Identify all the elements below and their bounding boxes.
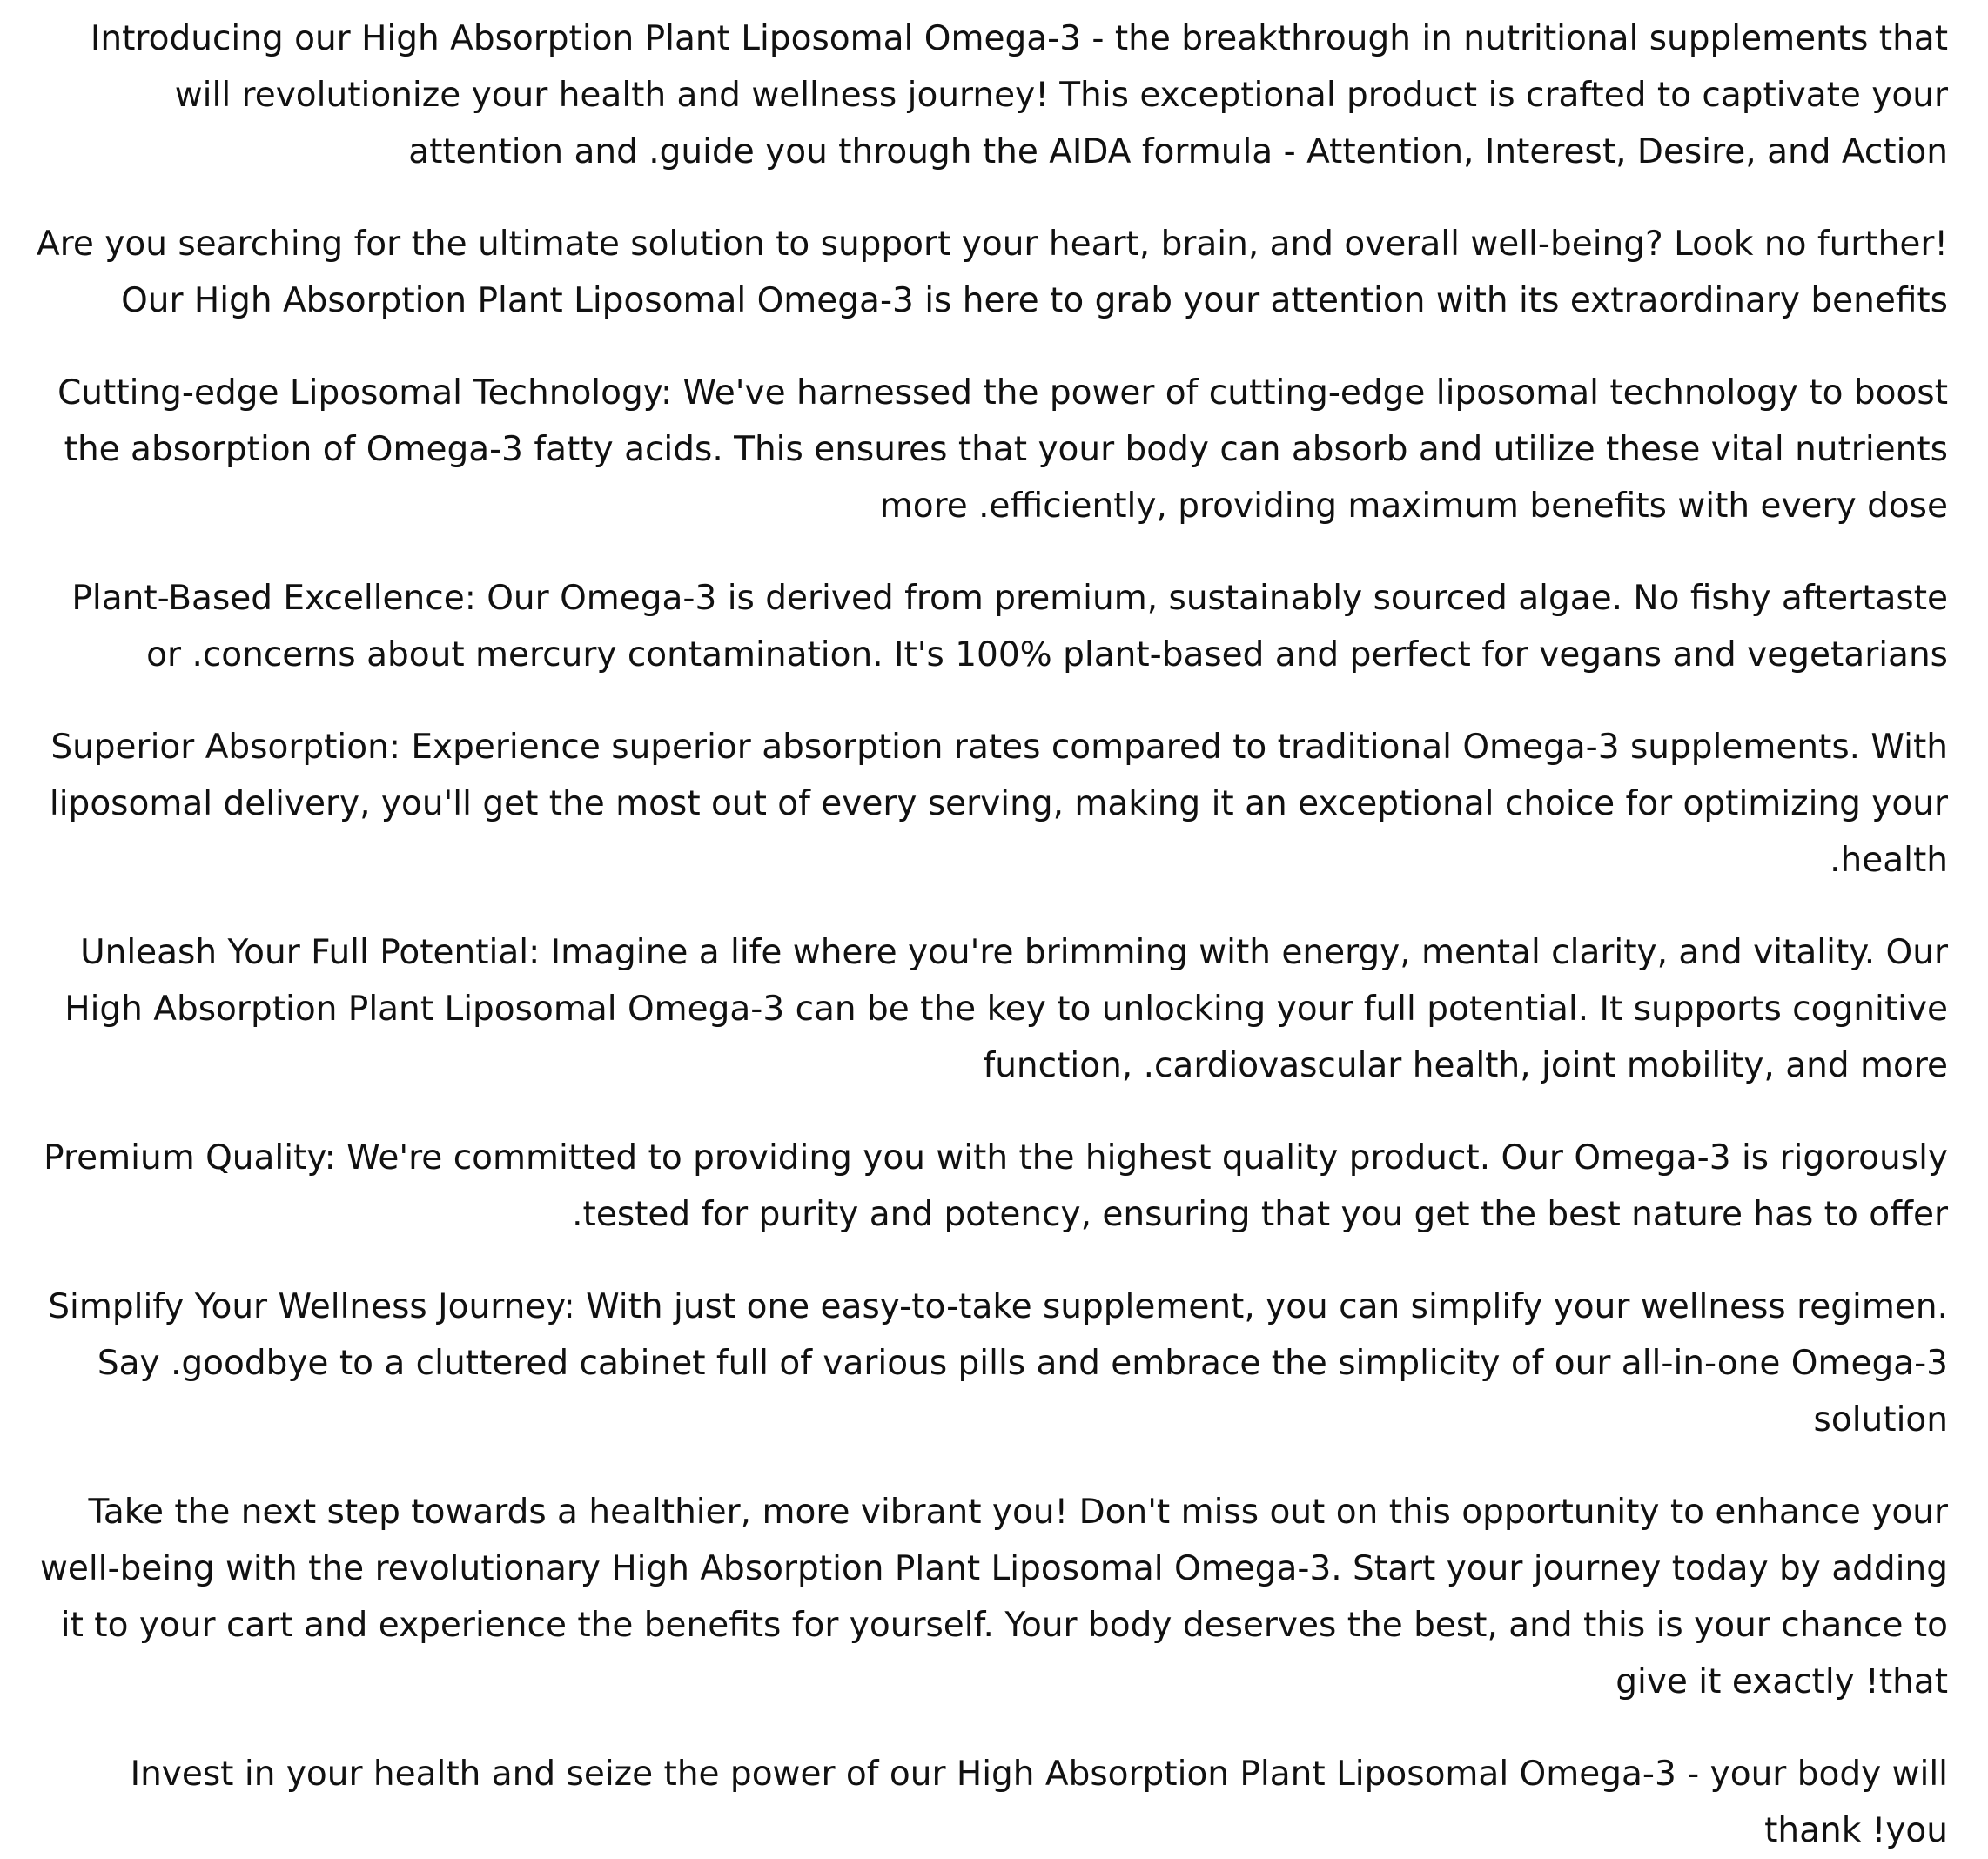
paragraph-simplify: Simplify Your Wellness Journey: With just one easy-to-take supplement, you can simplify your wellness regimen. Say .goodbye to a cluttered cabinet full of various pills and embrace the simplicity of our all-in-one Omega-3 solution (48, 1287, 1948, 1440)
paragraph-next-step: Take the next step towards a healthier, more vibrant you! Don't miss out on this opportunity to enhance your well-being with the revolutionary High Absorption Plant Liposomal Omega-3. Start your journey today by adding it to your cart and experience the benefits for yourself. Your body deserves the best, and this is your chance to give it exactly !that (39, 1493, 1948, 1701)
paragraph-full-potential: Unleash Your Full Potential: Imagine a life where you're brimming with energy, mental clarity, and vitality. Our High Absorption Plant Liposomal Omega-3 can be the key to unlocking your full potential. It supports cognitive function, .cardiovascular health, joint mobility, and more (64, 933, 1948, 1085)
paragraph-plant-based: Plant-Based Excellence: Our Omega-3 is derived from premium, sustainably sourced algae. No fishy aftertaste or .concerns about mercury contamination. It's 100% plant-based and perfect for vegans and vegetarians (71, 579, 1948, 674)
paragraph-premium-quality: Premium Quality: We're committed to providing you with the highest quality product. Our Omega-3 is rigorously .tested for purity and potency, ensuring that you get the best nature has to offer (44, 1138, 1948, 1234)
paragraph-attention: Are you searching for the ultimate solution to support your heart, brain, and overall well-being? Look no further! Our High Absorption Plant Liposomal Omega-3 is here to grab your attention with its extraordinary benefits (37, 225, 1948, 320)
paragraph-invest: Invest in your health and seize the power of our High Absorption Plant Liposomal Omega-3 - your body will thank !you (130, 1755, 1948, 1850)
paragraph-intro: Introducing our High Absorption Plant Liposomal Omega-3 - the breakthrough in nutritional supplements that will revolutionize your health and wellness journey! This exceptional product is crafted to captivate your attention and .guide you through the AIDA formula - Attention, Interest, Desire, and Action (90, 19, 1948, 171)
paragraph-superior-absorption: Superior Absorption: Experience superior absorption rates compared to traditional Omega-3 supplements. With liposomal delivery, you'll get the most out of every serving, making it an exceptional choice for optimizing your .health (49, 728, 1948, 880)
paragraph-liposomal-technology: Cutting-edge Liposomal Technology: We've harnessed the power of cutting-edge liposomal technology to boost the absorption of Omega-3 fatty acids. This ensures that your body can absorb and utilize these vital nutrients more .efficiently, providing maximum benefits with every dose (57, 373, 1948, 526)
document-body (30, 10, 1948, 1859)
